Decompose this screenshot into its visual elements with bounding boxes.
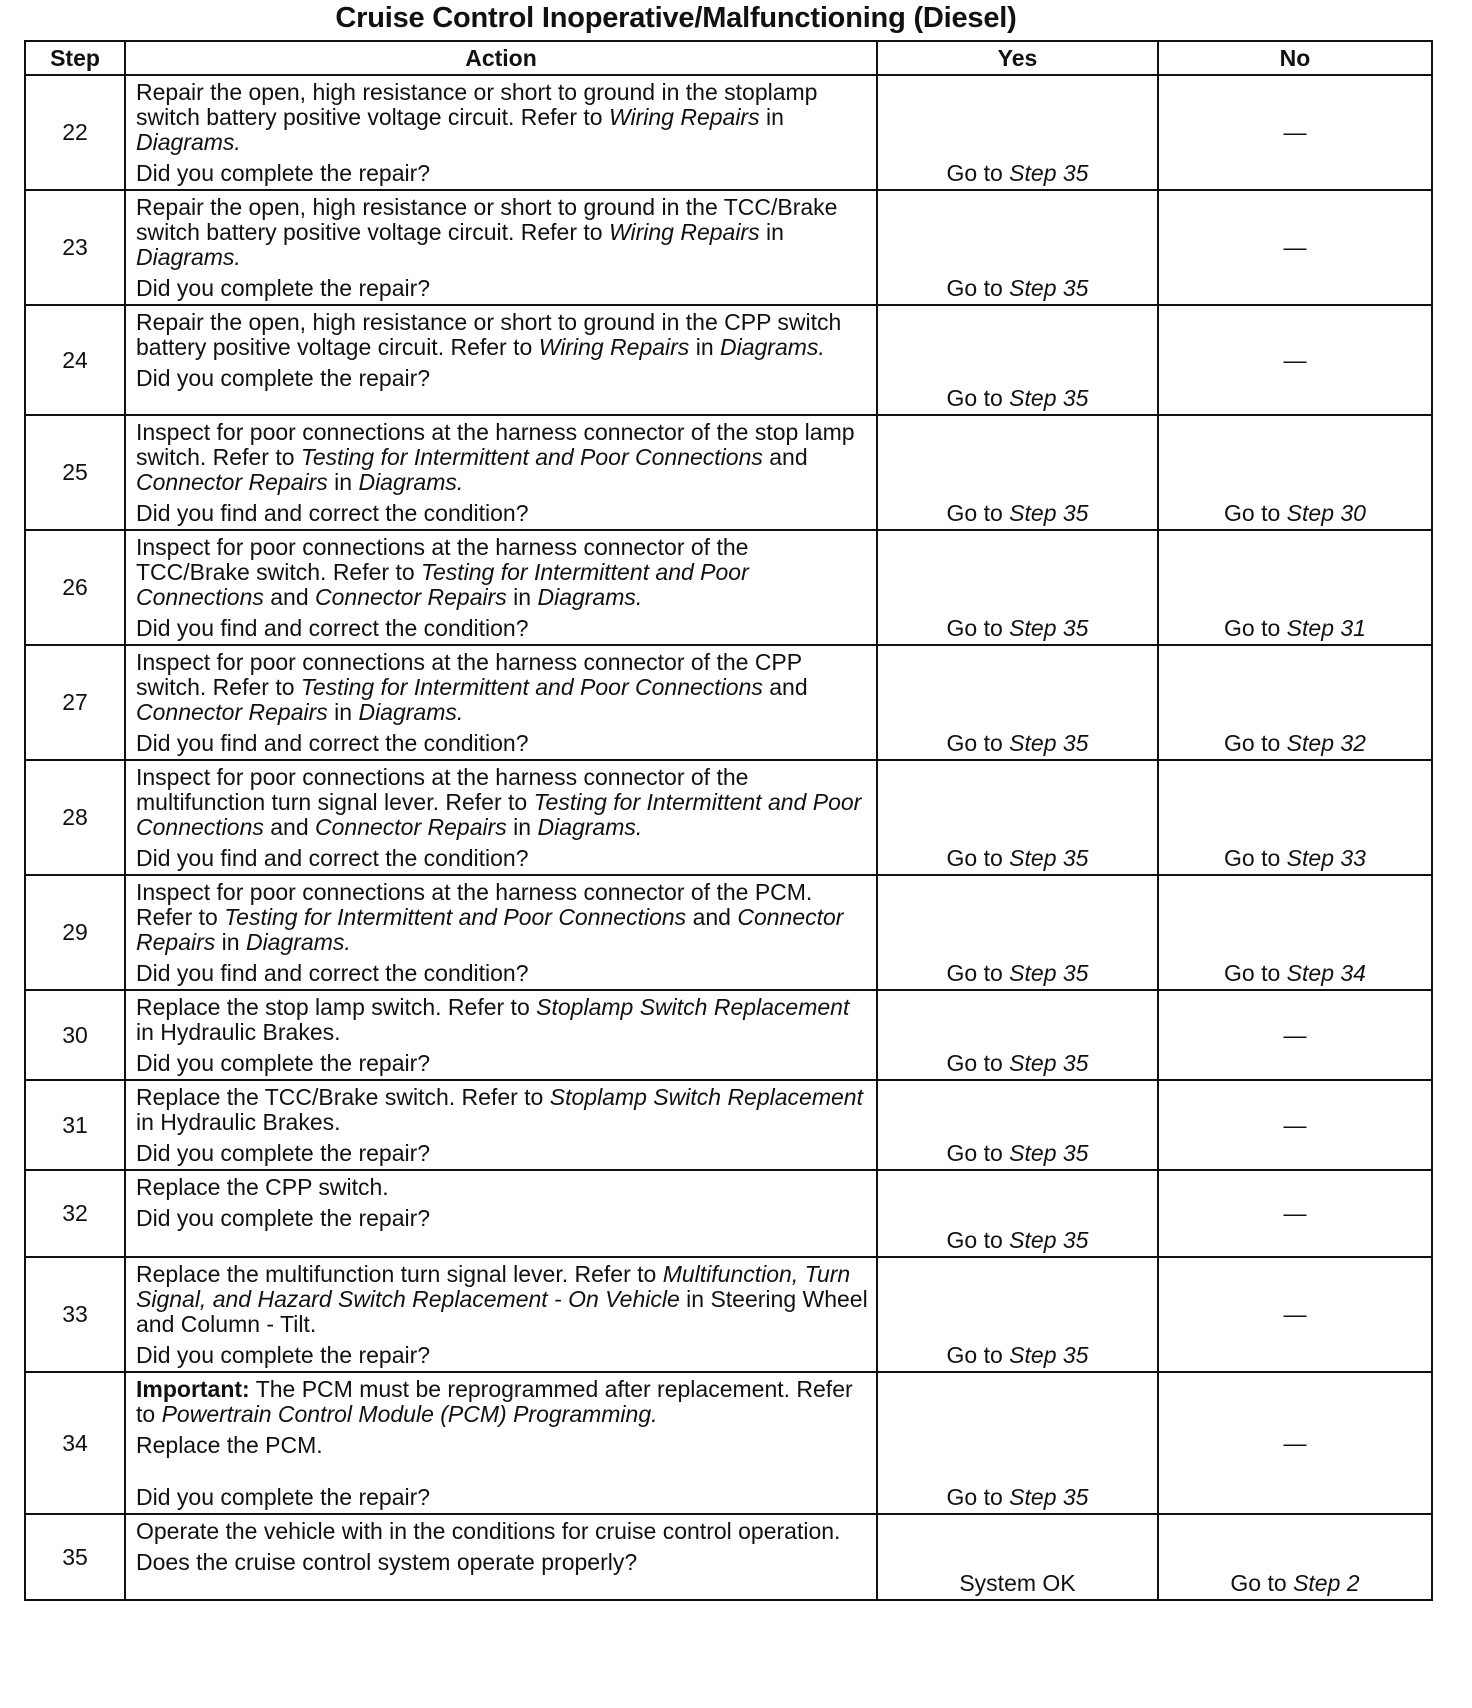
no-cell — [1158, 1372, 1432, 1514]
action-cell — [125, 305, 877, 415]
action-fragment: in — [759, 219, 784, 245]
action-question: Did you complete the repair? — [136, 1140, 431, 1166]
no-cell — [1158, 415, 1432, 530]
action-fragment: Inspect for poor connections at the harness connector of the multifunction turn signal lever. Refer to — [136, 764, 749, 815]
action-fragment: and — [686, 904, 738, 930]
step-number: 26 — [25, 530, 125, 645]
reference-text: Diagrams. — [537, 814, 643, 840]
action-fragment: Repair the open, high resistance or short to ground in the TCC/Brake switch battery positive voltage circuit. Refer to — [136, 194, 838, 245]
emphasis-text: Important: — [136, 1376, 250, 1402]
action-fragment: in — [759, 104, 784, 130]
action-text — [136, 1377, 868, 1427]
goto-step-link[interactable]: Step 35 — [1009, 275, 1089, 301]
table-row — [25, 1514, 1432, 1600]
not-applicable-dash: — — [1283, 346, 1307, 373]
reference-text: Stoplamp Switch Replacement — [549, 1084, 863, 1110]
no-cell — [1158, 1257, 1432, 1372]
action-fragment: and — [762, 674, 808, 700]
yes-cell — [877, 1257, 1158, 1372]
action-text — [136, 650, 868, 725]
not-applicable-dash: — — [1283, 1021, 1307, 1048]
yes-cell — [877, 645, 1158, 760]
not-applicable-dash: — — [1283, 1301, 1307, 1327]
yes-cell — [877, 1372, 1158, 1514]
not-applicable-dash: — — [1283, 1429, 1307, 1456]
page-title: Cruise Control Inoperative/Malfunctioning (Diesel) — [335, 2, 1017, 34]
table-row — [25, 1080, 1432, 1170]
action-question: Did you complete the repair? — [136, 1050, 431, 1076]
goto-step-link[interactable]: Step 32 — [1286, 730, 1366, 756]
yes-cell — [877, 190, 1158, 305]
goto-prefix: Go to — [1224, 730, 1287, 756]
table-row — [25, 75, 1432, 190]
action-text — [136, 1262, 868, 1337]
step-number: 35 — [25, 1514, 125, 1600]
reference-text: Connector Repairs — [315, 584, 507, 610]
action-text — [136, 310, 868, 360]
no-cell — [1158, 190, 1432, 305]
goto-step-link[interactable]: Step 33 — [1286, 845, 1366, 871]
action-question: Did you find and correct the condition? — [136, 960, 529, 986]
goto-prefix: Go to — [1224, 500, 1287, 526]
action-question: Did you complete the repair? — [136, 275, 431, 301]
action-fragment: Inspect for poor connections at the harness connector of the PCM. Refer to — [136, 879, 813, 930]
action-text — [136, 880, 868, 955]
action-fragment: in — [689, 334, 720, 360]
action-text — [136, 195, 868, 270]
goto-prefix: Go to — [946, 275, 1010, 301]
yes-cell — [877, 305, 1158, 415]
action-fragment: in — [506, 814, 538, 840]
goto-prefix: Go to — [946, 730, 1010, 756]
goto-step-link[interactable]: Step 35 — [1009, 845, 1089, 871]
yes-cell — [877, 875, 1158, 990]
table-row — [25, 305, 1432, 415]
no-cell — [1158, 1080, 1432, 1170]
goto-step-link[interactable]: Step 34 — [1286, 960, 1366, 986]
goto-step-link[interactable]: Step 35 — [1009, 1227, 1089, 1253]
table-row — [25, 990, 1432, 1080]
table-row — [25, 530, 1432, 645]
action-text — [136, 420, 868, 495]
goto-step-link[interactable]: Step 31 — [1286, 615, 1366, 641]
action-cell — [125, 190, 877, 305]
reference-text: Powertrain Control Module (PCM) Programming. — [161, 1401, 658, 1427]
action-fragment: Inspect for poor connections at the harness connector of the stop lamp switch. Refer to — [136, 419, 855, 470]
reference-text: Wiring Repairs — [608, 104, 760, 130]
action-question: Did you complete the repair? — [136, 1484, 431, 1510]
action-cell — [125, 1372, 877, 1514]
action-cell — [125, 875, 877, 990]
action-fragment: Operate the vehicle with in the conditions for cruise control operation. — [136, 1518, 841, 1544]
no-cell — [1158, 1170, 1432, 1257]
no-cell — [1158, 645, 1432, 760]
action-fragment: Replace the TCC/Brake switch. Refer to — [136, 1084, 550, 1110]
table-row — [25, 645, 1432, 760]
goto-prefix: Go to — [946, 1227, 1010, 1253]
action-cell — [125, 75, 877, 190]
no-cell — [1158, 75, 1432, 190]
step-number: 31 — [25, 1080, 125, 1170]
no-cell — [1158, 305, 1432, 415]
action-fragment: and — [762, 444, 808, 470]
goto-prefix: Go to — [946, 1050, 1010, 1076]
yes-cell — [877, 1080, 1158, 1170]
action-fragment: in — [327, 469, 359, 495]
goto-prefix: Go to — [1224, 960, 1287, 986]
action-cell — [125, 530, 877, 645]
no-cell — [1158, 530, 1432, 645]
action-fragment: Replace the stop lamp switch. Refer to — [136, 994, 537, 1020]
reference-text: Connector Repairs — [136, 699, 328, 725]
action-fragment: and — [263, 584, 316, 610]
action-question: Does the cruise control system operate properly? — [136, 1549, 638, 1575]
reference-text: Connector Repairs — [315, 814, 507, 840]
action-fragment: in — [215, 929, 246, 955]
goto-step-link[interactable]: Step 35 — [1009, 1484, 1089, 1510]
action-fragment: and — [263, 814, 316, 840]
step-number: 25 — [25, 415, 125, 530]
goto-step-link[interactable]: Step 2 — [1293, 1570, 1360, 1596]
step-number: 22 — [25, 75, 125, 190]
action-fragment: The PCM must be reprogrammed after replacement. Refer to — [136, 1376, 853, 1427]
action-cell — [125, 645, 877, 760]
action-question: Did you find and correct the condition? — [136, 730, 529, 756]
reference-text: Testing for Intermittent and Poor Connections — [224, 904, 687, 930]
not-applicable-dash: — — [1283, 1200, 1307, 1226]
reference-text: Testing for Intermittent and Poor Connections — [136, 789, 862, 840]
step-number: 30 — [25, 990, 125, 1080]
reference-text: Diagrams. — [136, 244, 241, 270]
table-row — [25, 1257, 1432, 1372]
action-cell — [125, 1170, 877, 1257]
goto-prefix: Go to — [946, 960, 1010, 986]
action-question: Did you find and correct the condition? — [136, 615, 529, 641]
goto-step-link[interactable]: Step 35 — [1009, 385, 1089, 411]
reference-text: Testing for Intermittent and Poor Connections — [300, 674, 763, 700]
step-number: 29 — [25, 875, 125, 990]
goto-prefix: Go to — [946, 1342, 1010, 1368]
yes-cell — [877, 1514, 1158, 1600]
table-row — [25, 1170, 1432, 1257]
action-fragment: Replace the multifunction turn signal lever. Refer to — [136, 1261, 663, 1287]
yes-cell — [877, 1170, 1158, 1257]
table-row — [25, 190, 1432, 305]
action-text — [136, 80, 868, 155]
goto-prefix: Go to — [946, 160, 1010, 186]
reference-text: Diagrams. — [358, 699, 464, 725]
table-header-row — [25, 41, 1432, 75]
step-number: 33 — [25, 1257, 125, 1372]
not-applicable-dash: — — [1283, 119, 1307, 145]
action-cell — [125, 1080, 877, 1170]
step-number: 34 — [25, 1372, 125, 1514]
goto-step-link[interactable]: Step 35 — [1009, 160, 1089, 186]
action-question: Did you complete the repair? — [136, 365, 431, 391]
no-cell — [1158, 760, 1432, 875]
step-number: 32 — [25, 1170, 125, 1257]
yes-cell — [877, 75, 1158, 190]
reference-text: Connector Repairs — [136, 904, 844, 955]
table-row — [25, 760, 1432, 875]
goto-step-link[interactable]: Step 35 — [1009, 1140, 1089, 1166]
action-fragment: in Steering Wheel and Column - Tilt. — [136, 1286, 868, 1337]
reference-text: Connector Repairs — [136, 469, 328, 495]
action-question: Did you complete the repair? — [136, 1342, 431, 1368]
header-step: Step — [25, 41, 125, 75]
header-yes: Yes — [877, 41, 1158, 75]
goto-prefix: Go to — [1224, 615, 1287, 641]
goto-prefix: Go to — [946, 615, 1010, 641]
action-cell — [125, 415, 877, 530]
goto-prefix: Go to — [1224, 845, 1287, 871]
goto-step-link[interactable]: Step 35 — [1009, 960, 1089, 986]
action-text — [136, 1519, 868, 1544]
action-text — [136, 535, 868, 610]
action-cell — [125, 760, 877, 875]
not-applicable-dash: — — [1283, 234, 1307, 260]
step-number: 27 — [25, 645, 125, 760]
action-fragment: in — [506, 584, 538, 610]
reference-text: Diagrams. — [136, 129, 241, 155]
goto-step-link[interactable]: Step 35 — [1009, 1050, 1089, 1076]
action-question: Did you complete the repair? — [136, 1205, 431, 1231]
not-applicable-dash: — — [1283, 1111, 1307, 1138]
action-fragment: in Hydraulic Brakes. — [136, 1019, 341, 1045]
action-question: Did you complete the repair? — [136, 160, 431, 186]
no-cell — [1158, 1514, 1432, 1600]
goto-step-link[interactable]: Step 35 — [1009, 730, 1089, 756]
goto-prefix: Go to — [946, 1140, 1010, 1166]
action-question: Did you find and correct the condition? — [136, 845, 529, 871]
action-fragment: Inspect for poor connections at the harness connector of the TCC/Brake switch. Refer to — [136, 534, 749, 585]
table-row — [25, 875, 1432, 990]
reference-text: Diagrams. — [720, 334, 825, 360]
action-fragment: Replace the CPP switch. — [136, 1174, 389, 1200]
action-text — [136, 765, 868, 840]
goto-step-link[interactable]: Step 35 — [1009, 500, 1089, 526]
reference-text: Testing for Intermittent and Poor Connections — [300, 444, 763, 470]
reference-text: Stoplamp Switch Replacement — [536, 994, 850, 1020]
reference-text: Wiring Repairs — [608, 219, 760, 245]
action-extra-text: Replace the PCM. — [136, 1432, 323, 1458]
action-text — [136, 1085, 868, 1135]
reference-text: Wiring Repairs — [538, 334, 690, 360]
goto-prefix: Go to — [946, 385, 1010, 411]
yes-cell — [877, 990, 1158, 1080]
step-number: 28 — [25, 760, 125, 875]
header-action: Action — [125, 41, 877, 75]
goto-step-link[interactable]: Step 35 — [1009, 615, 1089, 641]
header-no: No — [1158, 41, 1432, 75]
goto-prefix: Go to — [1230, 1570, 1294, 1596]
action-question: Did you find and correct the condition? — [136, 500, 529, 526]
no-cell — [1158, 875, 1432, 990]
reference-text: Testing for Intermittent and Poor Connections — [136, 559, 749, 610]
yes-cell — [877, 530, 1158, 645]
reference-text: Diagrams. — [537, 584, 643, 610]
diagnostic-table — [24, 40, 1433, 1601]
reference-text: Diagrams. — [358, 469, 464, 495]
goto-prefix: Go to — [946, 1484, 1010, 1510]
action-text — [136, 1175, 868, 1200]
no-cell — [1158, 990, 1432, 1080]
reference-text: Diagrams. — [245, 929, 351, 955]
goto-step-link[interactable]: Step 35 — [1009, 1342, 1089, 1368]
reference-text: Multifunction, Turn Signal, and Hazard Switch Replacement - On Vehicle — [136, 1261, 851, 1312]
action-cell — [125, 1257, 877, 1372]
action-cell — [125, 990, 877, 1080]
result-text: System OK — [959, 1570, 1076, 1596]
goto-prefix: Go to — [946, 845, 1010, 871]
step-number: 24 — [25, 305, 125, 415]
action-cell — [125, 1514, 877, 1600]
goto-step-link[interactable]: Step 30 — [1286, 500, 1366, 526]
goto-prefix: Go to — [946, 500, 1010, 526]
step-number: 23 — [25, 190, 125, 305]
table-row — [25, 415, 1432, 530]
action-text — [136, 995, 868, 1045]
action-fragment: in Hydraulic Brakes. — [136, 1109, 341, 1135]
yes-cell — [877, 760, 1158, 875]
action-fragment: in — [327, 699, 359, 725]
yes-cell — [877, 415, 1158, 530]
action-fragment: Repair the open, high resistance or short to ground in the stoplamp switch battery positive voltage circuit. Refer to — [136, 79, 818, 130]
action-fragment: Repair the open, high resistance or short to ground in the CPP switch battery positive voltage circuit. Refer to — [136, 309, 842, 360]
table-row — [25, 1372, 1432, 1514]
action-fragment: Inspect for poor connections at the harness connector of the CPP switch. Refer to — [136, 649, 802, 700]
